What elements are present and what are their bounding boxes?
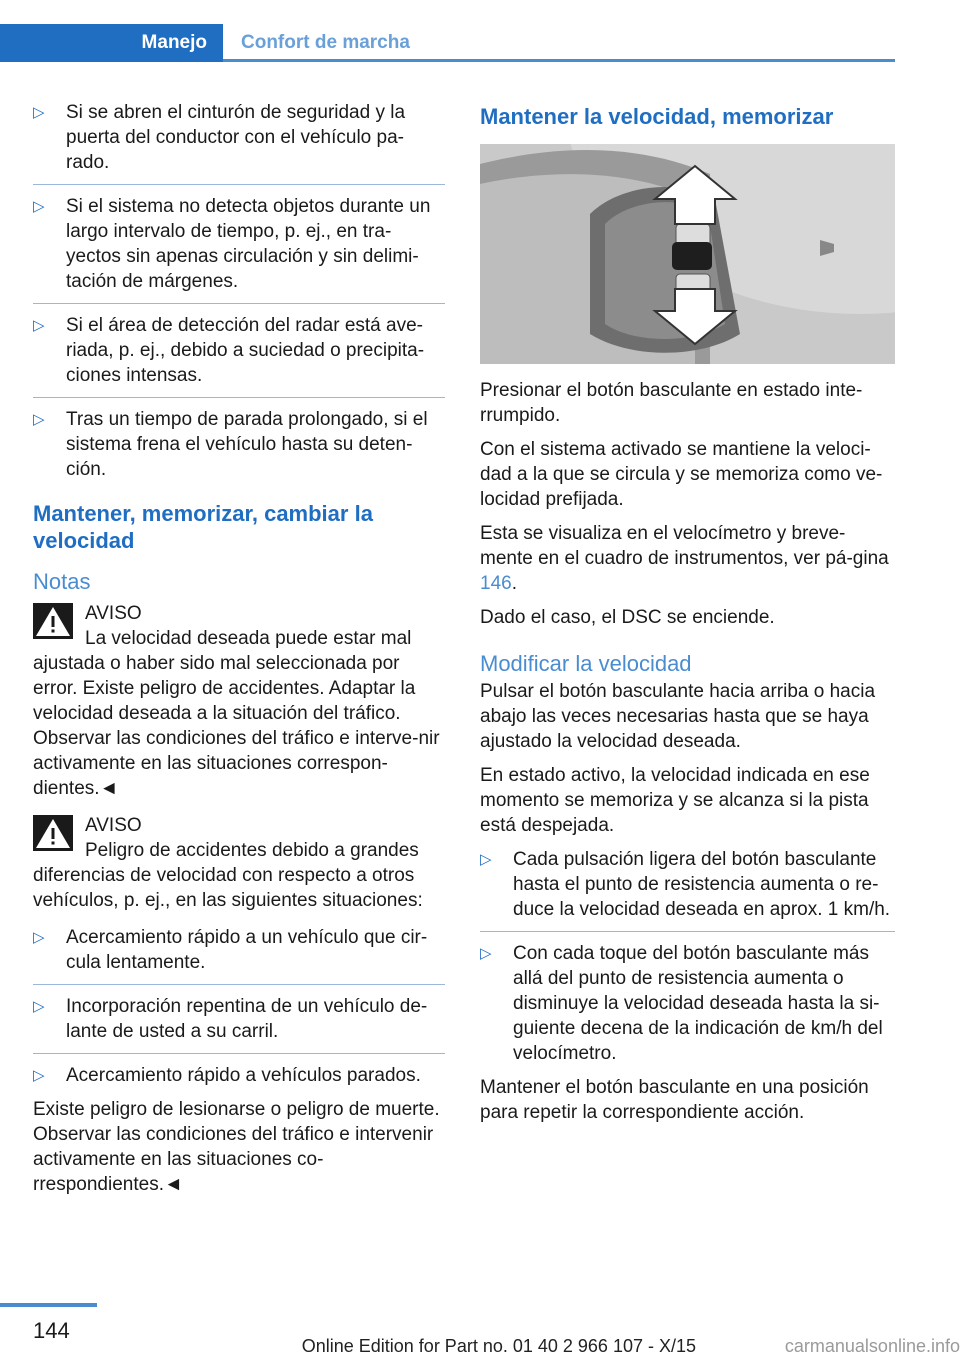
list-item-text: Incorporación repentina de un vehículo de-lante de usted a su carril. — [66, 996, 428, 1042]
warning-closing: Existe peligro de lesionarse o peligro de muerte. Observar las condiciones del tráfico e intervenir activamente en las situaciones co-rrespondientes.◄ — [33, 1099, 440, 1195]
divider — [480, 931, 895, 932]
divider — [33, 184, 445, 185]
tab-confort-de-marcha[interactable]: Confort de marcha — [241, 32, 410, 53]
list-item-text: Si el área de detección del radar está ave-riada, p. ej., debido a suciedad o precipita-ciones intensas. — [66, 315, 425, 386]
warning-triangle-icon — [33, 603, 73, 639]
list-item — [33, 313, 445, 388]
warning-block — [33, 813, 445, 913]
steering-wheel-rocker-image — [480, 144, 895, 364]
edition-note: Online Edition for Part no. 01 40 2 966 107 - X/15 — [301, 1336, 696, 1356]
warning-block — [33, 601, 445, 801]
header-divider — [223, 59, 895, 62]
subsection-title: Modificar la velocidad — [480, 651, 692, 676]
warning-first-line: La velocidad deseada puede estar mal — [85, 628, 412, 649]
header-bar — [0, 24, 895, 62]
list-item-text: Con cada toque del botón basculante más allá del punto de resistencia aumenta o disminuye la velocidad deseada hasta la si-guiente decena de la indicación de km/h del velocímetro. — [513, 943, 883, 1064]
divider — [33, 397, 445, 398]
list-item-text: Acercamiento rápido a un vehículo que cir-cula lentamente. — [66, 927, 428, 973]
bullet-triangle-icon: ▷ — [33, 1067, 45, 1084]
paragraph: Dado el caso, el DSC se enciende. — [480, 607, 775, 628]
section-title: Mantener la velocidad, memorizar — [480, 104, 834, 129]
paragraph-text: . — [511, 573, 517, 594]
list-item — [33, 1063, 445, 1088]
list-item-text: Si se abren el cinturón de seguridad y la puerta del conductor con el vehículo pa-rado. — [66, 102, 406, 173]
list-item — [33, 407, 445, 482]
tab-manejo[interactable]: Manejo — [0, 24, 223, 62]
bullet-triangle-icon: ▷ — [33, 317, 45, 334]
divider — [33, 1053, 445, 1054]
bullet-triangle-icon: ▷ — [33, 411, 45, 428]
warning-label: AVISO — [85, 815, 142, 836]
left-column — [33, 100, 445, 1206]
list-item — [33, 194, 445, 294]
right-column — [480, 100, 895, 1134]
bullet-triangle-icon: ▷ — [33, 104, 45, 121]
paragraph: Presionar el botón basculante en estado inte-rrumpido. — [480, 380, 863, 426]
list-item — [480, 847, 895, 922]
warning-body: ajustada o haber sido mal seleccionada por error. Existe peligro de accidentes. Adaptar la velocidad deseada a la situación del tráfico. Observar las condiciones del tráfico e interve-nir activamente en las situaciones correspon-dientes.◄ — [33, 653, 440, 799]
list-item-text: Cada pulsación ligera del botón basculante hasta el punto de resistencia aumenta o re-duce la velocidad deseada en aprox. 1 km/h. — [513, 849, 891, 920]
warning-body: diferencias de velocidad con respecto a otros vehículos, p. ej., en las siguientes situaciones: — [33, 865, 423, 911]
list-item — [33, 994, 445, 1044]
paragraph: Pulsar el botón basculante hacia arriba o hacia abajo las veces necesarias hasta que se haya ajustado la velocidad deseada. — [480, 681, 876, 752]
list-item — [480, 941, 895, 1066]
list-item-text: Tras un tiempo de parada prolongado, si el sistema frena el vehículo hasta su deten-ción. — [66, 409, 428, 480]
notes-title: Notas — [33, 569, 91, 594]
paragraph-text: Esta se visualiza en el velocímetro y breve-mente en el cuadro de instrumentos, ver pá-gina — [480, 523, 889, 569]
list-item-text: Acercamiento rápido a vehículos parados. — [66, 1065, 421, 1086]
divider — [33, 303, 445, 304]
paragraph: Con el sistema activado se mantiene la veloci-dad a la que se circula y se memoriza como ve-locidad prefijada. — [480, 439, 883, 510]
paragraph — [480, 521, 895, 596]
list-item-text: Si el sistema no detecta objetos durante un largo intervalo de tiempo, p. ej., en tra-yectos sin apenas circulación y sin delimi-tación de márgenes. — [66, 196, 431, 292]
list-item — [33, 925, 445, 975]
page-number: 144 — [33, 1318, 70, 1343]
footer-accent-bar — [0, 1303, 97, 1307]
bullet-triangle-icon: ▷ — [33, 929, 45, 946]
watermark: carmanualsonline.info — [784, 1336, 960, 1356]
steering-wheel-illustration — [480, 144, 895, 364]
warning-triangle-icon — [33, 815, 73, 851]
paragraph: Mantener el botón basculante en una posición para repetir la correspondiente acción. — [480, 1077, 869, 1123]
bullet-triangle-icon: ▷ — [480, 945, 492, 962]
warning-first-line: Peligro de accidentes debido a grandes — [85, 840, 419, 861]
bullet-triangle-icon: ▷ — [33, 998, 45, 1015]
warning-label: AVISO — [85, 603, 142, 624]
page-link[interactable]: 146 — [480, 573, 512, 594]
divider — [33, 984, 445, 985]
bullet-triangle-icon: ▷ — [480, 851, 492, 868]
list-item — [33, 100, 445, 175]
section-title: Mantener, memorizar, cambiar la velocidad — [33, 501, 373, 553]
bullet-triangle-icon: ▷ — [33, 198, 45, 215]
paragraph: En estado activo, la velocidad indicada en ese momento se memoriza y se alcanza si la pista está despejada. — [480, 765, 870, 836]
